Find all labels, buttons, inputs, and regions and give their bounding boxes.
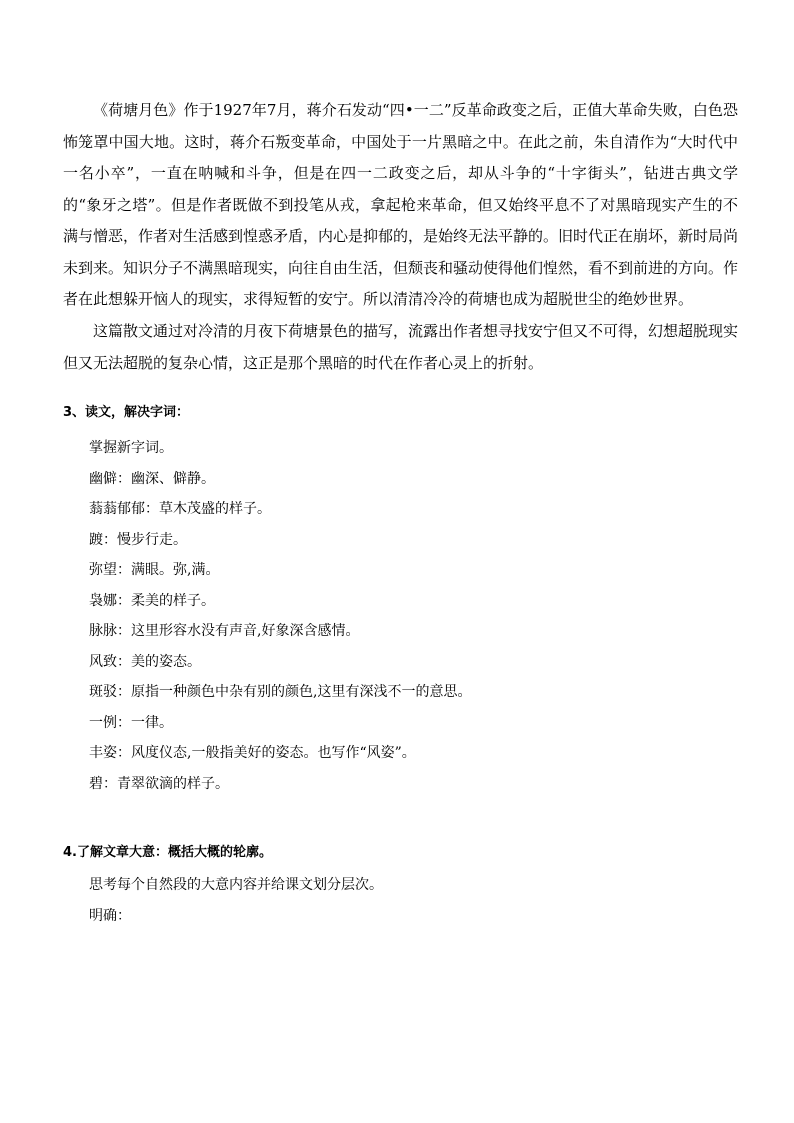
vocabulary-item: 踱：慢步行走。 — [89, 531, 187, 548]
vocabulary-item: 蓊蓊郁郁：草木茂盛的样子。 — [89, 501, 271, 517]
vocabulary-item: 脉脉：这里形容水没有声音,好象深含感情。 — [89, 623, 360, 639]
vocabulary-list — [89, 433, 471, 799]
section-4-item: 思考每个自然段的大意内容并给课文划分层次。 — [89, 877, 383, 893]
section-4-list — [89, 870, 383, 931]
vocabulary-item: 弥望：满眼。弥,满。 — [89, 562, 220, 578]
section-4-heading: 4.了解文章大意：概括大概的轮廓。 — [63, 845, 272, 860]
section-4-item: 明确： — [89, 907, 131, 924]
background-paragraph: 《荷塘月色》作于1927年7月，蒋介石发动“四•一二”反革命政变之后，正值大革命失败，白色恐怖笼罩中国大地。这时，蒋介石叛变革命，中国处于一片黑暗之中。在此之前，朱自清作为“大时代中一名小卒”，一直在呐喊和斗争，但是在四一二政变之后，却从斗争的“十字街头”，钻进古典文学的“象牙之塔”。但是作者既做不到投笔从戎，拿起枪来革命，但又始终平息不了对黑暗现实产生的不满与憎恶，作者对生活感到惶惑矛盾，内心是抑郁的，是始终无法平静的。旧时代正在崩坏，新时局尚未到来。知识分子不满黑暗现实，向往自由生活，但颓丧和骚动使得他们惶然，看不到前进的方向。作者在此想躲开恼人的现实，求得短暂的安宁。所以清清冷冷的荷塘也成为超脱世尘的绝妙世界。 — [63, 101, 739, 308]
vocabulary-item: 掌握新字词。 — [89, 440, 173, 456]
vocabulary-item: 一例：一律。 — [89, 714, 173, 731]
vocabulary-item: 幽僻：幽深、僻静。 — [89, 470, 215, 487]
vocabulary-item: 碧：青翠欲滴的样子。 — [89, 775, 229, 792]
section-3-heading: 3、读文，解决字词： — [63, 405, 190, 420]
vocabulary-item: 风致：美的姿态。 — [89, 653, 201, 670]
vocabulary-item: 斑驳：原指一种颜色中杂有别的颜色,这里有深浅不一的意思。 — [89, 684, 472, 700]
vocabulary-item: 丰姿：风度仪态,一般指美好的姿态。也写作“风姿”。 — [89, 745, 416, 761]
summary-paragraph: 这篇散文通过对冷清的月夜下荷塘景色的描写，流露出作者想寻找安宁但又不可得，幻想超脱现实但又无法超脱的复杂心情，这正是那个黑暗的时代在作者心灵上的折射。 — [63, 322, 739, 372]
vocabulary-item: 袅娜：柔美的样子。 — [89, 592, 215, 609]
